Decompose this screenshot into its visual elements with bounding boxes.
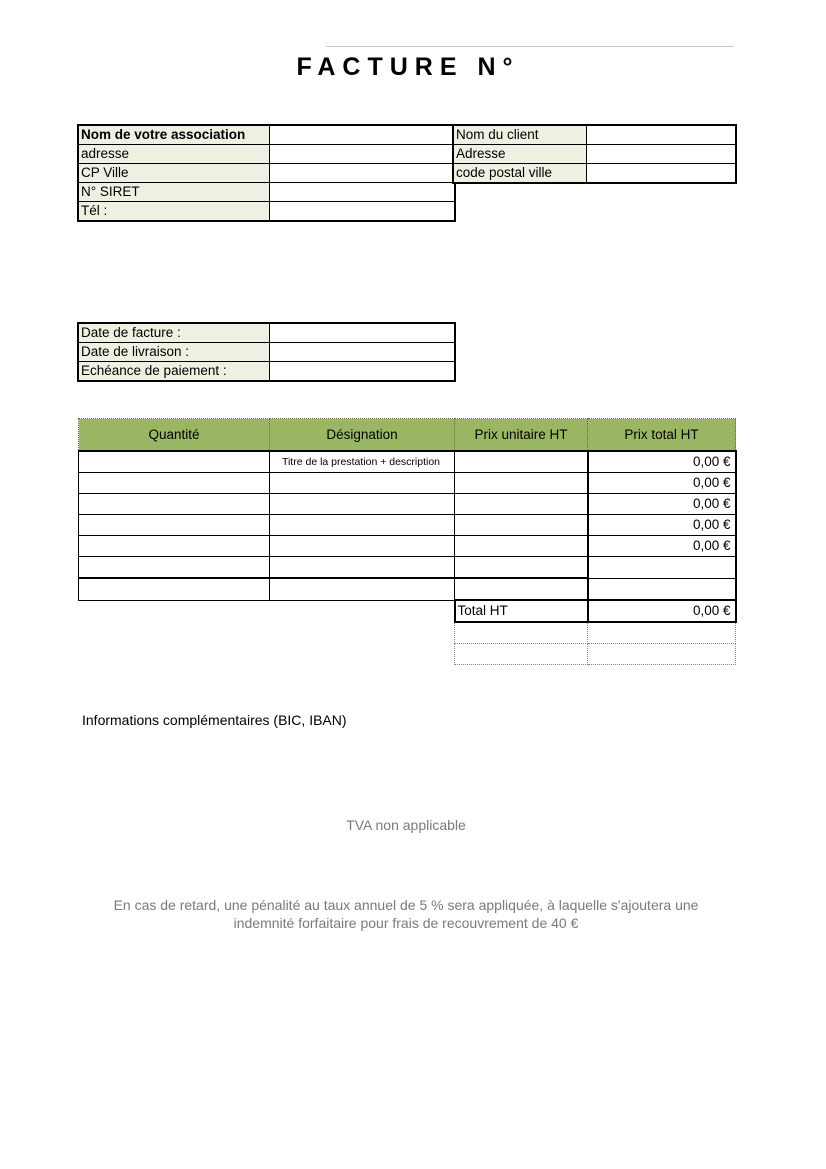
client-label: Nom du client xyxy=(453,125,586,145)
extra-value-cell xyxy=(588,644,736,665)
extra-label-cell xyxy=(455,622,588,644)
cell-designation[interactable]: Titre de la prestation + description xyxy=(270,451,455,473)
empty-cell xyxy=(79,600,270,622)
empty-cell xyxy=(270,644,455,665)
cell-prix-total: 0,00 € xyxy=(588,515,736,536)
cell-quantite[interactable] xyxy=(79,578,270,600)
cell-prix-unitaire[interactable] xyxy=(455,451,588,473)
cell-prix-total: 0,00 € xyxy=(588,451,736,473)
cell-designation[interactable] xyxy=(270,578,455,600)
extra-row xyxy=(79,622,736,644)
penalty-line: indemnité forfaitaire pour frais de recouvrement de 40 € xyxy=(233,915,579,931)
sender-value[interactable] xyxy=(269,164,455,183)
sender-row xyxy=(78,125,455,145)
cell-prix-unitaire[interactable] xyxy=(455,494,588,515)
penalty-note xyxy=(90,896,722,932)
sender-value[interactable] xyxy=(269,125,455,145)
empty-cell xyxy=(79,622,270,644)
cell-prix-total: 0,00 € xyxy=(588,494,736,515)
extra-value-cell xyxy=(588,622,736,644)
date-facture-value[interactable] xyxy=(269,323,455,343)
sender-row xyxy=(78,183,455,202)
info-complementaires: Informations complémentaires (BIC, IBAN) xyxy=(82,712,347,728)
empty-cell xyxy=(270,622,455,644)
empty-cell xyxy=(79,644,270,665)
client-value[interactable] xyxy=(586,164,736,184)
items-table xyxy=(78,418,737,665)
items-header-row xyxy=(79,419,736,452)
client-label: code postal ville xyxy=(453,164,586,184)
cell-quantite[interactable] xyxy=(79,451,270,473)
cell-quantite[interactable] xyxy=(79,557,270,579)
cell-quantite[interactable] xyxy=(79,515,270,536)
cell-designation[interactable] xyxy=(270,473,455,494)
client-row xyxy=(453,164,736,184)
empty-cell xyxy=(270,600,455,622)
cell-prix-total: 0,00 € xyxy=(588,473,736,494)
cell-prix-total xyxy=(588,578,736,600)
sender-label: Tél : xyxy=(78,202,269,222)
cell-quantite[interactable] xyxy=(79,494,270,515)
cell-prix-unitaire[interactable] xyxy=(455,557,588,579)
echeance-value[interactable] xyxy=(269,362,455,382)
header-prix-unitaire: Prix unitaire HT xyxy=(455,419,588,452)
sender-table xyxy=(77,124,456,222)
total-ht-value: 0,00 € xyxy=(588,600,736,622)
cell-prix-unitaire[interactable] xyxy=(455,578,588,600)
sender-label: adresse xyxy=(78,145,269,164)
sender-value[interactable] xyxy=(269,183,455,202)
tva-note: TVA non applicable xyxy=(346,817,466,833)
cell-designation[interactable] xyxy=(270,494,455,515)
sender-row xyxy=(78,202,455,222)
table-row xyxy=(79,515,736,536)
sender-label: N° SIRET xyxy=(78,183,269,202)
client-value[interactable] xyxy=(586,145,736,164)
cell-prix-unitaire[interactable] xyxy=(455,515,588,536)
client-row xyxy=(453,125,736,145)
penalty-line: En cas de retard, une pénalité au taux annuel de 5 % sera appliquée, à laquelle s'ajoutera une xyxy=(113,897,699,913)
title-rule xyxy=(326,46,734,47)
header-designation: Désignation xyxy=(270,419,455,452)
date-livraison-label: Date de livraison : xyxy=(78,343,269,362)
cell-designation[interactable] xyxy=(270,515,455,536)
client-value[interactable] xyxy=(586,125,736,145)
extra-row xyxy=(79,644,736,665)
header-quantite: Quantité xyxy=(79,419,270,452)
sender-value[interactable] xyxy=(269,145,455,164)
extra-label-cell xyxy=(455,644,588,665)
cell-prix-unitaire[interactable] xyxy=(455,473,588,494)
date-livraison-value[interactable] xyxy=(269,343,455,362)
cell-quantite[interactable] xyxy=(79,536,270,557)
sender-label: CP Ville xyxy=(78,164,269,183)
table-row xyxy=(79,473,736,494)
invoice-title: FACTURE N° xyxy=(296,53,520,81)
sender-label: Nom de votre association xyxy=(78,125,269,145)
client-row xyxy=(453,145,736,164)
date-facture-label: Date de facture : xyxy=(78,323,269,343)
dates-row xyxy=(78,362,455,382)
header-prix-total: Prix total HT xyxy=(588,419,736,452)
sender-value[interactable] xyxy=(269,202,455,222)
sender-row xyxy=(78,145,455,164)
total-ht-label: Total HT xyxy=(455,600,588,622)
client-label: Adresse xyxy=(453,145,586,164)
cell-designation[interactable] xyxy=(270,557,455,579)
cell-prix-total xyxy=(588,557,736,579)
table-row xyxy=(79,536,736,557)
dates-row xyxy=(78,343,455,362)
client-table xyxy=(452,124,737,184)
cell-designation[interactable] xyxy=(270,536,455,557)
cell-prix-unitaire[interactable] xyxy=(455,536,588,557)
table-row xyxy=(79,557,736,579)
table-row xyxy=(79,494,736,515)
table-row xyxy=(79,451,736,473)
table-row xyxy=(79,578,736,600)
cell-prix-total: 0,00 € xyxy=(588,536,736,557)
total-row xyxy=(79,600,736,622)
echeance-label: Echéance de paiement : xyxy=(78,362,269,382)
sender-row xyxy=(78,164,455,183)
dates-row xyxy=(78,323,455,343)
cell-quantite[interactable] xyxy=(79,473,270,494)
dates-table xyxy=(77,322,456,382)
